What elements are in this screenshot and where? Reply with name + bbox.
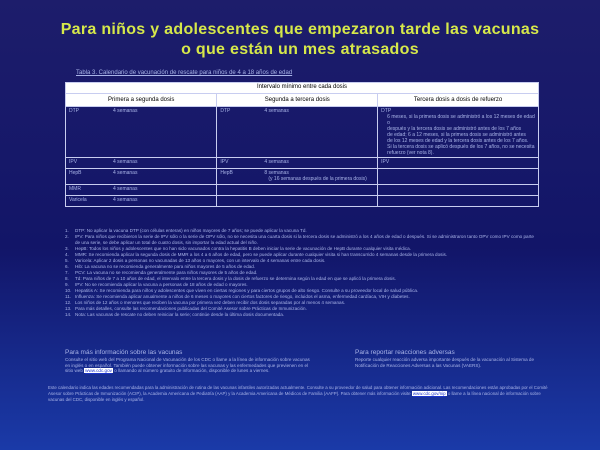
bottom-notice [48, 385, 558, 403]
note-text: HepB: Todos los niños y adolescentes que no han sido vacunados contra la hepatitis B deben iniciar la serie de vacunación de HepB durante cualquier visita médica. [75, 246, 411, 251]
vaccine-name: DTP [220, 108, 231, 114]
note-number: 3. [65, 246, 69, 251]
interval: 8 semanas [264, 170, 289, 176]
vaccine-name: IPV [69, 159, 78, 165]
column-header-first-second: Primera a segunda dosis [66, 94, 217, 107]
note-number: 11. [65, 294, 72, 299]
interval: 4 semanas [113, 186, 138, 192]
note-text: Influenza: Se recomienda aplicar anualmente a niños de 6 meses o mayores con ciertos factores de riesgo, incluidos el asma, enfermedad cardíaca, VIH y diabetes. [75, 294, 410, 299]
info-heading: Para más información sobre las vacunas [65, 349, 183, 356]
note-number: 13. [65, 306, 72, 311]
title-line-1: Para niños y adolescentes que empezaron tarde las vacunas [60, 21, 540, 38]
vaccine-name: HepB [220, 170, 233, 176]
booster-note-line: de edad; 6 a 12 meses, si la primera dosis se administró antes [387, 132, 526, 138]
table-cell [217, 107, 378, 158]
interval: 4 semanas [264, 159, 289, 165]
table-cell [217, 169, 378, 185]
notice-text: Este calendario indica las edades recomendadas para la administración de rutina de las vacunas infantiles autorizadas actualmente. Consulte a su proveedor de salud para obtener información adicional. Las recomendaciones están aprobadas por el Comité Asesor sobre Prácticas de Inmunización (ACIP), la Academia Americana de Pediatría (AAP) y la Academia Americana de Médicos de Familia (AAFP). Para obtener más información visite [48, 385, 548, 396]
note-number: 9. [65, 282, 69, 287]
column-header-third-booster: Tercera dosis a dosis de refuerzo [378, 94, 539, 107]
interval: 4 semanas [113, 159, 138, 165]
note-text: PCV: La vacuna no se recomienda generalmente para niños mayores de 5 años de edad. [75, 270, 258, 275]
note-text: Hib: La vacuna no se recomienda generalmente para niños mayores de 5 años de edad. [75, 264, 256, 269]
column-header-second-third: Segunda a tercera dosis [217, 94, 378, 107]
note-text: Td: Para niños de 7 a 10 años de edad, el intervalo entre la tercera dosis y la dosis de refuerzo se determina según la edad en que se aplicó la primera dosis. [75, 276, 396, 281]
note-number: 2. [65, 234, 69, 239]
note-number: 12. [65, 300, 72, 305]
booster-note-line: 6 meses, si la primera dosis se administró a los 12 meses de edad o [387, 114, 535, 126]
catch-up-schedule-table [65, 82, 539, 207]
table-caption: Tabla 3. Calendario de vacunación de rescate para niños de 4 a 18 años de edad [76, 70, 293, 76]
note-item [65, 234, 539, 246]
vaccine-name: MMR [69, 186, 81, 192]
cdc-link[interactable]: www.cdc.gov [85, 368, 112, 374]
booster-note-line: de los 12 meses de edad y la tercera dosis antes de los 7 años. [387, 138, 529, 144]
table-row [66, 169, 539, 185]
table-row [66, 107, 539, 158]
table-column-headers [66, 94, 539, 107]
note-text: DTP: No aplicar la vacuna DTP (con células enteras) en niños mayores de 7 años; se puede aplicar la vacuna Td. [75, 228, 307, 233]
note-text: Varicela: Aplicar 2 dosis a personas no vacunadas de 13 años o mayores, con un intervalo de 4 semanas entre cada dosis. [75, 258, 326, 263]
slide-title [0, 20, 600, 60]
note-text: Nota: Las vacunas de rescate no deben reiniciar la serie; continúe desde la última dosis documentada. [75, 312, 285, 317]
interval: 4 semanas [113, 108, 138, 114]
note-number: 6. [65, 264, 69, 269]
note-number: 7. [65, 270, 69, 275]
report-text: Reporte cualquier reacción adversa importante después de la vacunación al Sistema de Notificación de Reacciones Adversas a las Vacunas (VAERS). [355, 357, 535, 368]
table-cell [66, 185, 217, 196]
notice-text-after: o llame a la línea nacional de información sobre vacunas del CDC, disponible en inglés y español. [48, 391, 541, 402]
vaccine-name: IPV [220, 159, 229, 165]
booster-note-line: Si la tercera dosis se aplicó después de los 7 años, no se necesita [387, 144, 535, 150]
interval-extra: (y 16 semanas después de la primera dosis) [268, 176, 367, 182]
note-number: 1. [65, 228, 69, 233]
table-cell [378, 196, 539, 207]
note-text: MMR: Se recomienda aplicar la segunda dosis de MMR a los 4 a 6 años de edad, pero se puede aplicar durante cualquier visita si han transcurrido 4 semanas desde la primera dosis. [75, 252, 448, 257]
note-item [65, 312, 539, 318]
title-line-2: o que están un mes atrasados [181, 41, 419, 58]
table-notes [65, 228, 539, 318]
vaccine-name: Varicela [69, 197, 87, 203]
table-cell [217, 158, 378, 169]
note-text: Los niños de 12 años o menores que reciben la vacuna por primera vez deben recibir dos dosis separadas por al menos 4 semanas. [75, 300, 346, 305]
vaccine-name: IPV [381, 159, 390, 165]
note-number: 5. [65, 258, 69, 263]
note-number: 14. [65, 312, 72, 317]
booster-note-line: refuerzo (ver nota 8). [387, 150, 434, 156]
vaccine-name: DTP [69, 108, 79, 114]
note-text: Hepatitis A: Se recomienda para niños y adolescentes que viven en ciertas regiones y para ciertos grupos de alto riesgo. Consulte a su proveedor local de salud pública. [75, 288, 419, 293]
report-heading: Para reportar reacciones adversas [355, 349, 455, 356]
vaccine-name: DTP [381, 108, 392, 114]
interval: 4 semanas [264, 108, 289, 114]
table-row [66, 185, 539, 196]
cdc-nip-link[interactable]: www.cdc.gov/nip [412, 391, 446, 396]
table-main-header [66, 83, 539, 94]
note-number: 4. [65, 252, 69, 257]
info-text-after: o llamando al número gratuito de información, disponible de lunes a viernes. [114, 368, 270, 374]
table-cell [217, 185, 378, 196]
table-row [66, 158, 539, 169]
note-text: Para más detalles, consulte las recomendaciones publicadas del Comité Asesor sobre Prácticas de Inmunización. [75, 306, 307, 311]
vaccine-name: HepB [69, 170, 82, 176]
table-cell [378, 158, 539, 169]
info-text: Consulte el sitio web del Programa Nacional de Vacunación de los CDC o llame a la línea de información sobre vacunas en inglés o en español. También puede obtener información sobre las vacunas y las enfermedades que previenen en el sitio web [65, 357, 310, 374]
table-row [66, 196, 539, 207]
note-text: IPV: No se recomienda aplicar la vacuna a personas de 18 años de edad o mayores. [75, 282, 248, 287]
table-cell [66, 169, 217, 185]
interval: 4 semanas [113, 197, 138, 203]
table-cell [66, 158, 217, 169]
booster-note [381, 114, 535, 156]
interval: 4 semanas [113, 170, 138, 176]
table-cell [378, 107, 539, 158]
info-section [65, 349, 313, 374]
booster-note-line: después y la tercera dosis se administró antes de los 7 años [387, 126, 522, 132]
table-cell [378, 169, 539, 185]
report-section [355, 349, 539, 368]
table-cell [66, 107, 217, 158]
table-cell [66, 196, 217, 207]
note-number: 10. [65, 288, 72, 293]
note-text: IPV: Para niños que recibieron la serie de IPV sólo o la serie de OPV sólo, no se necesita una cuarta dosis si la tercera dosis se administró a los 4 años de edad o después. Si se administraron tanto OPV como IPV como parte de una serie, se debe aplicar un total de cuatro dosis, sin importar la edad actual del niño. [75, 234, 534, 245]
table-cell [378, 185, 539, 196]
note-number: 8. [65, 276, 69, 281]
table-cell [217, 196, 378, 207]
main-header-cell: Intervalo mínimo entre cada dosis [66, 83, 539, 94]
